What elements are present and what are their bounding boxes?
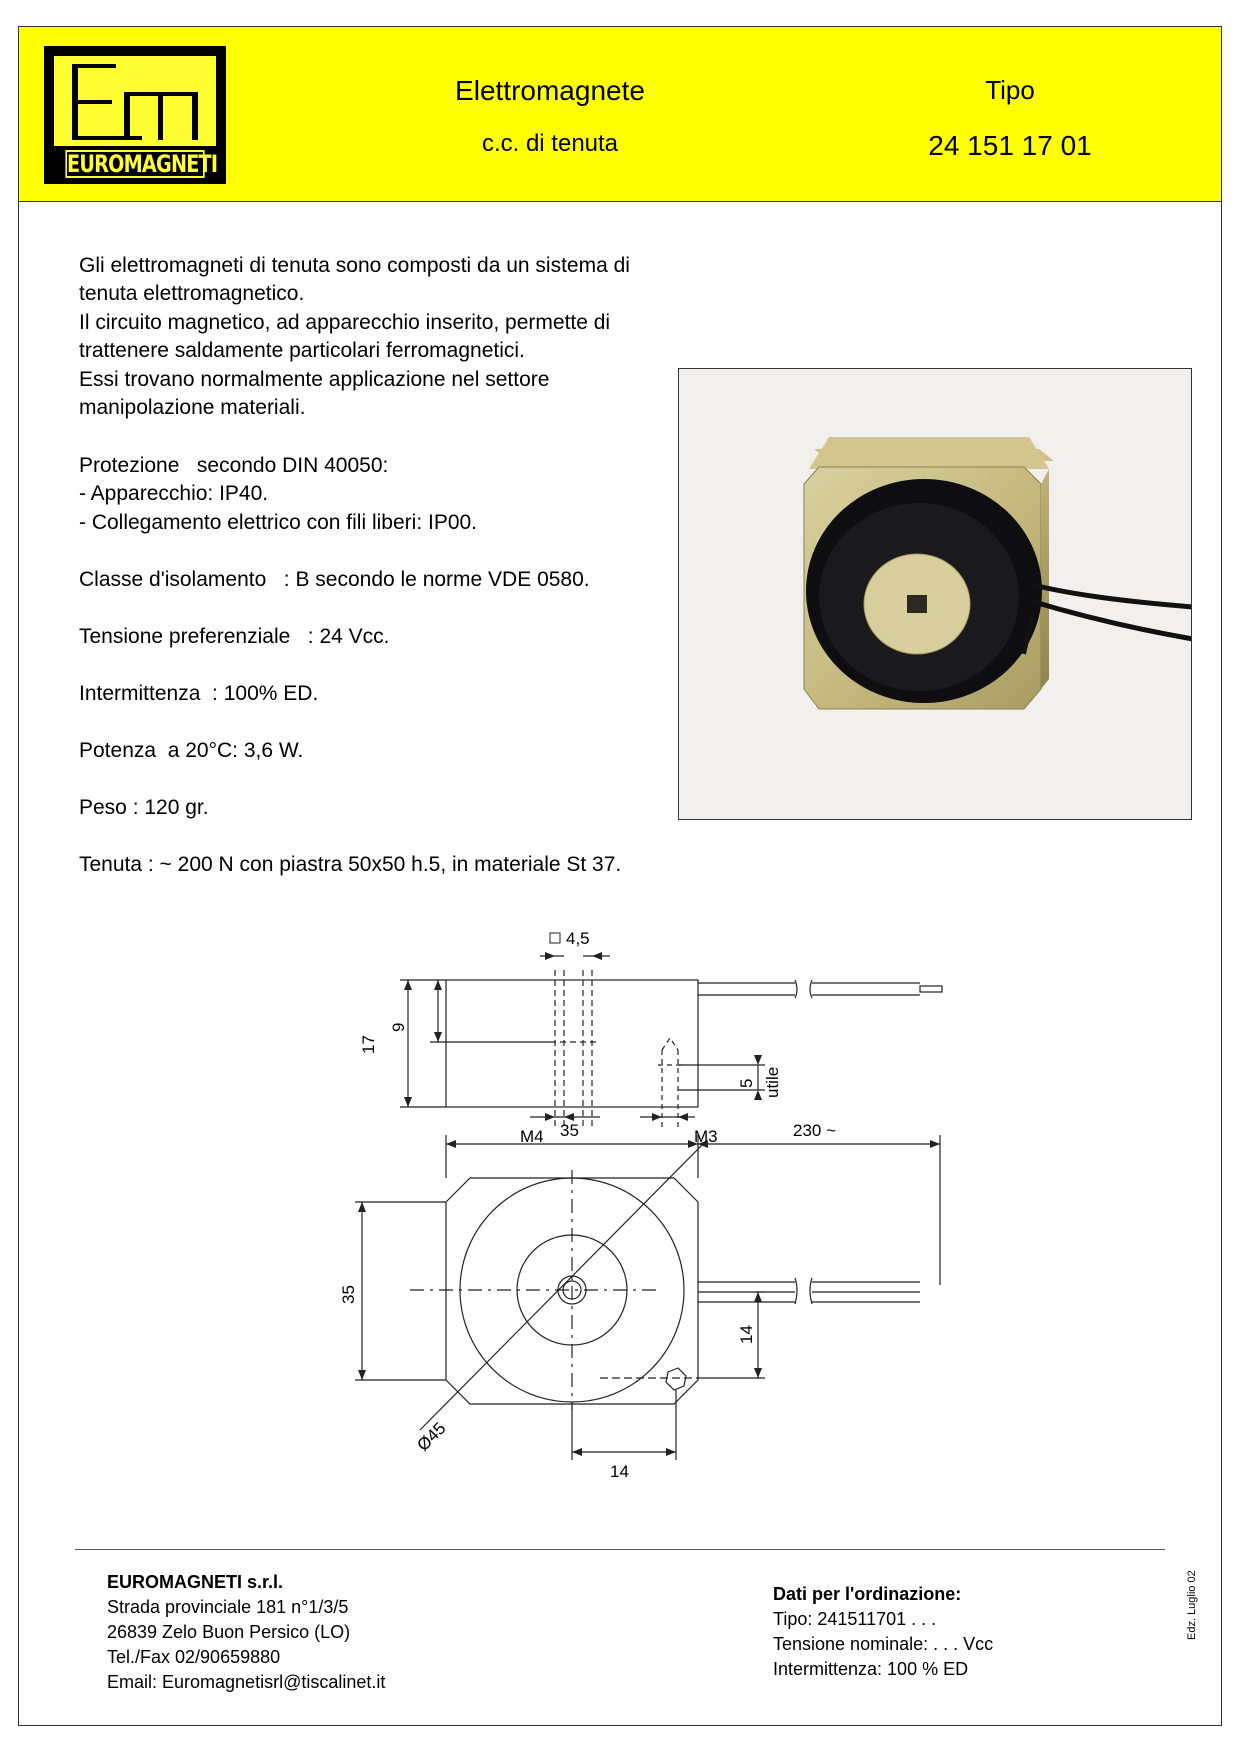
em-monogram-icon — [54, 56, 216, 146]
order-tensione: Tensione nominale: . . . Vcc — [773, 1634, 994, 1654]
dim-14-v: 14 — [737, 1325, 756, 1344]
description-line: manipolazione materiali. — [79, 396, 306, 419]
description-line: trattenere saldamente particolari ferromagnetici. — [79, 339, 525, 362]
order-title: Dati per l'ordinazione: — [773, 1584, 962, 1604]
dim-square: 4,5 — [566, 929, 590, 948]
footer-divider — [75, 1549, 1165, 1550]
dim-35-side: 35 — [339, 1285, 358, 1304]
protection-line: - Apparecchio: IP40. — [79, 482, 269, 505]
dim-17: 17 — [359, 1035, 378, 1054]
protection-line: - Collegamento elettrico con fili liberi: IP00. — [79, 511, 478, 534]
electromagnet-photo-icon — [679, 369, 1192, 820]
technical-drawing — [300, 920, 980, 1545]
spec-isolamento: Classe d'isolamento : B secondo le norme VDE 0580. — [79, 568, 590, 591]
company-block — [107, 1570, 385, 1695]
product-subtitle: c.c. di tenuta — [481, 130, 619, 157]
dim-diameter: Ø45 — [413, 1418, 450, 1455]
company-address-line: 26839 Zelo Buon Persico (LO) — [107, 1622, 351, 1642]
product-title: Elettromagnete — [455, 75, 645, 106]
spec-intermittenza: Intermittenza : 100% ED. — [79, 682, 319, 705]
order-intermittenza: Intermittenza: 100 % ED — [773, 1659, 969, 1679]
dim-5: 5 — [737, 1078, 756, 1088]
order-tipo: Tipo: 241511701 . . . — [773, 1609, 937, 1629]
description-line: tenuta elettromagnetico. — [79, 282, 305, 305]
spec-tensione: Tensione preferenziale : 24 Vcc. — [79, 625, 390, 648]
company-phone: Tel./Fax 02/90659880 — [107, 1647, 281, 1667]
order-block — [773, 1582, 993, 1682]
edition-note: Edz. Luglio 02 — [1186, 1570, 1198, 1640]
dimension-drawing-icon — [300, 920, 980, 1540]
description-line: Essi trovano normalmente applicazione nel settore — [79, 368, 550, 391]
spec-tenuta: Tenuta : ~ 200 N con piastra 50x50 h.5, in materiale St 37. — [79, 853, 622, 876]
company-email: Email: Euromagnetisrl@tiscalinet.it — [107, 1672, 386, 1692]
product-photo — [678, 368, 1192, 820]
tipo-value: 24 151 17 01 — [928, 130, 1092, 161]
dim-utile: utile — [763, 1066, 782, 1098]
company-address-line: Strada provinciale 181 n°1/3/5 — [107, 1597, 349, 1617]
logo-mark — [54, 56, 216, 146]
square-symbol-icon — [550, 933, 560, 943]
dim-m3: M3 — [694, 1127, 718, 1146]
company-name: EUROMAGNETI s.r.l. — [107, 1572, 284, 1592]
description-line: Il circuito magnetico, ad apparecchio inserito, permette di — [79, 311, 611, 334]
protection-line: Protezione secondo DIN 40050: — [79, 454, 389, 477]
description-line: Gli elettromagneti di tenuta sono composti da un sistema di — [79, 254, 630, 277]
euromagneti-logo — [44, 46, 226, 184]
spec-peso: Peso : 120 gr. — [79, 796, 209, 819]
tipo-label: Tipo — [985, 75, 1035, 105]
dim-14-h: 14 — [610, 1462, 629, 1481]
dim-m4: M4 — [520, 1127, 544, 1146]
dim-230: 230 ~ — [793, 1121, 837, 1140]
logo-wordmark: EUROMAGNETI — [67, 150, 218, 178]
dim-9: 9 — [389, 1022, 408, 1032]
spec-potenza: Potenza a 20°C: 3,6 W. — [79, 739, 304, 762]
dim-35-top: 35 — [560, 1121, 579, 1140]
